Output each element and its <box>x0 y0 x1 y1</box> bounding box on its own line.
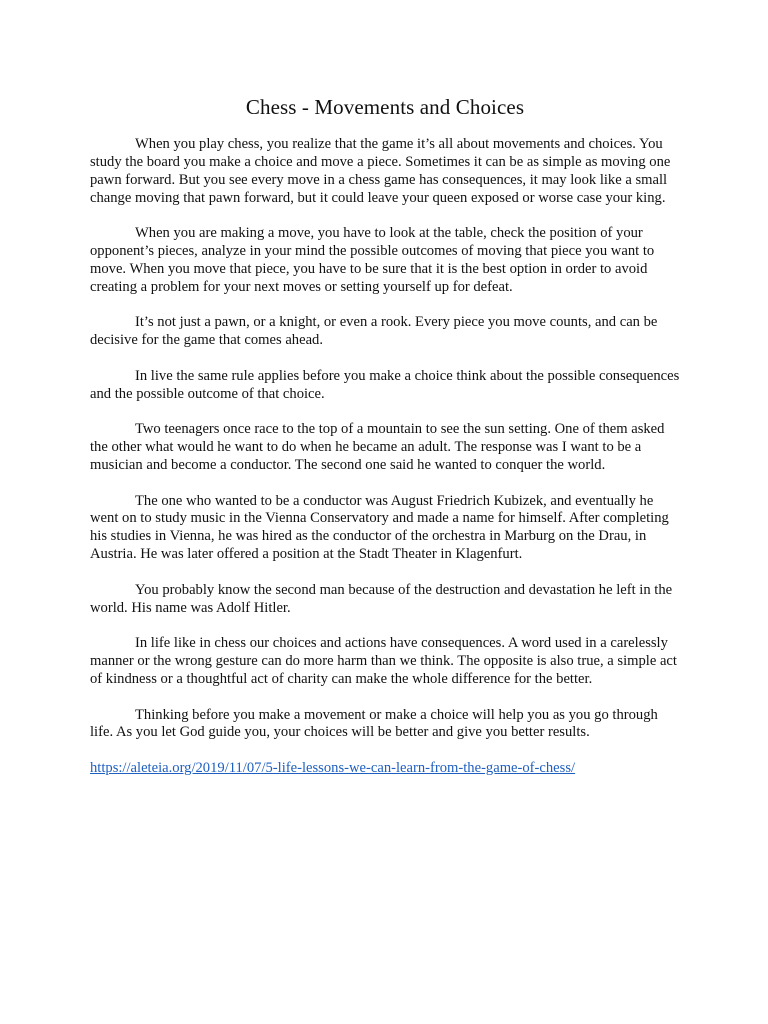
paragraph: When you are making a move, you have to look at the table, check the position of your opponent’s pieces, analyze in your mind the possible outcomes of moving that piece you want to move. When you move that piece, you have to be sure that it is the best option in order to avoid creating a problem for your next moves or setting yourself up for defeat. <box>90 225 655 295</box>
source-link-paragraph <box>90 760 680 778</box>
paragraph: Thinking before you make a movement or make a choice will help you as you go through life. As you let God guide you, your choices will be better and give you better results. <box>90 706 658 741</box>
paragraph: You probably know the second man because of the destruction and devastation he left in the world. His name was Adolf Hitler. <box>90 581 673 616</box>
source-link[interactable]: https://aleteia.org/2019/11/07/5-life-lessons-we-can-learn-from-the-game-of-chess/ <box>90 759 576 776</box>
document-body <box>90 94 680 778</box>
paragraph: In life like in chess our choices and actions have consequences. A word used in a carelessly manner or the wrong gesture can do more harm than we think. The opposite is also true, a simple act of kindness or a thoughtful act of charity can make the whole difference for the better. <box>90 635 677 687</box>
paragraph: When you play chess, you realize that the game it’s all about movements and choices. You study the board you make a choice and move a piece. Sometimes it can be as simple as moving one pawn forward. But you see every move in a chess game has consequences, it may look like a small change moving that pawn forward, but it could leave your queen exposed or worse case your king. <box>90 136 671 206</box>
paragraph: The one who wanted to be a conductor was August Friedrich Kubizek, and eventually he went on to study music in the Vienna Conservatory and made a name for himself. After completing his studies in Vienna, he was hired as the conductor of the orchestra in Marburg on the Drau, in Austria. He was later offered a position at the Stadt Theater in Klagenfurt. <box>90 492 669 563</box>
paragraph: In live the same rule applies before you make a choice think about the possible consequences and the possible outcome of that choice. <box>90 367 680 402</box>
paragraph: It’s not just a pawn, or a knight, or even a rook. Every piece you move counts, and can be decisive for the game that comes ahead. <box>90 314 658 349</box>
document-title: Chess - Movements and Choices <box>245 95 525 119</box>
paragraph: Two teenagers once race to the top of a mountain to see the sun setting. One of them asked the other what would he want to do when he became an adult. The response was I want to be a musician and become a conductor. The second one said he wanted to conquer the world. <box>90 421 665 474</box>
